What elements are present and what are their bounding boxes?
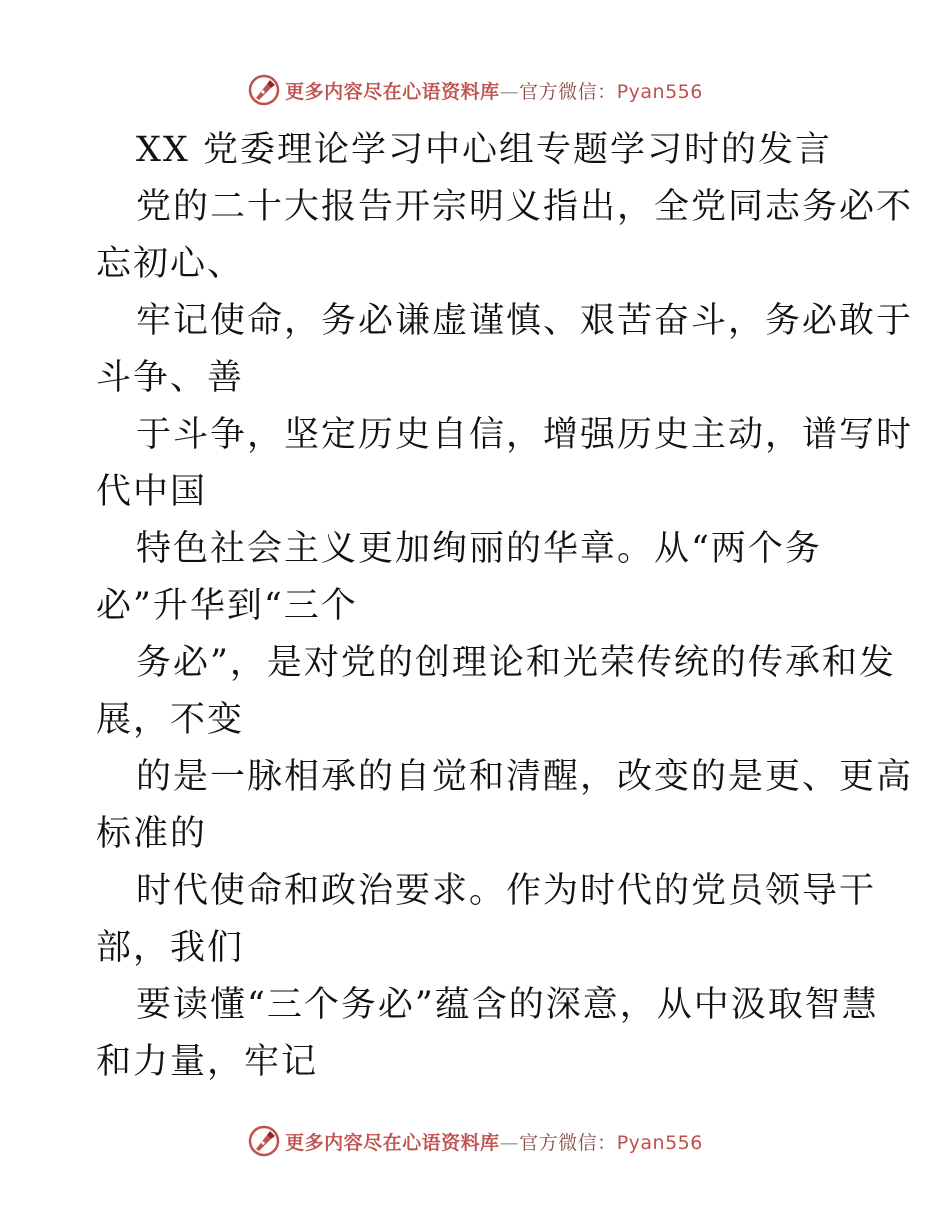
- text-line: 的是一脉相承的自觉和清醒，改变的是更、更高: [136, 757, 914, 797]
- text-line: 标准的: [96, 814, 208, 854]
- text-line: 务必”，是对党的创理论和光荣传统的传承和发: [136, 643, 896, 683]
- text-line: 忘初心、: [96, 244, 245, 284]
- watermark-text: [285, 1128, 703, 1155]
- watermark-main: 更多内容尽在心语资料库: [285, 1131, 500, 1154]
- pen-nib-logo-icon: [247, 1124, 281, 1158]
- text-line: 特色社会主义更加绚丽的华章。从“两个务: [136, 529, 822, 569]
- watermark-text: [285, 77, 703, 104]
- watermark-dash: —: [499, 80, 520, 103]
- header-watermark: [0, 70, 950, 110]
- text-line: 部，我们: [96, 928, 245, 968]
- footer-watermark: [0, 1121, 950, 1161]
- text-line: 和力量，牢记: [96, 1042, 319, 1082]
- watermark-main: 更多内容尽在心语资料库: [285, 80, 500, 103]
- document-title: XX 党委理论学习中心组专题学习时的发言: [136, 130, 832, 170]
- document-body: [96, 122, 914, 1091]
- text-line: 要读懂“三个务必”蕴含的深意，从中汲取智慧: [136, 985, 879, 1025]
- watermark-wechat-id: Pyan556: [616, 80, 703, 103]
- text-line: 牢记使命，务必谦虚谨慎、艰苦奋斗，务必敢于: [136, 301, 914, 341]
- pen-nib-logo-icon: [247, 73, 281, 107]
- text-line: 党的二十大报告开宗明义指出，全党同志务必不: [136, 187, 914, 227]
- watermark-wechat-id: Pyan556: [616, 1131, 703, 1154]
- watermark-dash: —: [499, 1131, 520, 1154]
- watermark-wechat-label: 官方微信：: [519, 1131, 617, 1154]
- text-line: 代中国: [96, 472, 208, 512]
- text-line: 斗争、善: [96, 358, 245, 398]
- watermark-wechat-label: 官方微信：: [519, 80, 617, 103]
- text-line: 必”升华到“三个: [96, 586, 358, 626]
- text-line: 时代使命和政治要求。作为时代的党员领导干: [136, 871, 877, 911]
- text-line: 于斗争，坚定历史自信，增强历史主动，谱写时: [136, 415, 914, 455]
- text-line: 展，不变: [96, 700, 245, 740]
